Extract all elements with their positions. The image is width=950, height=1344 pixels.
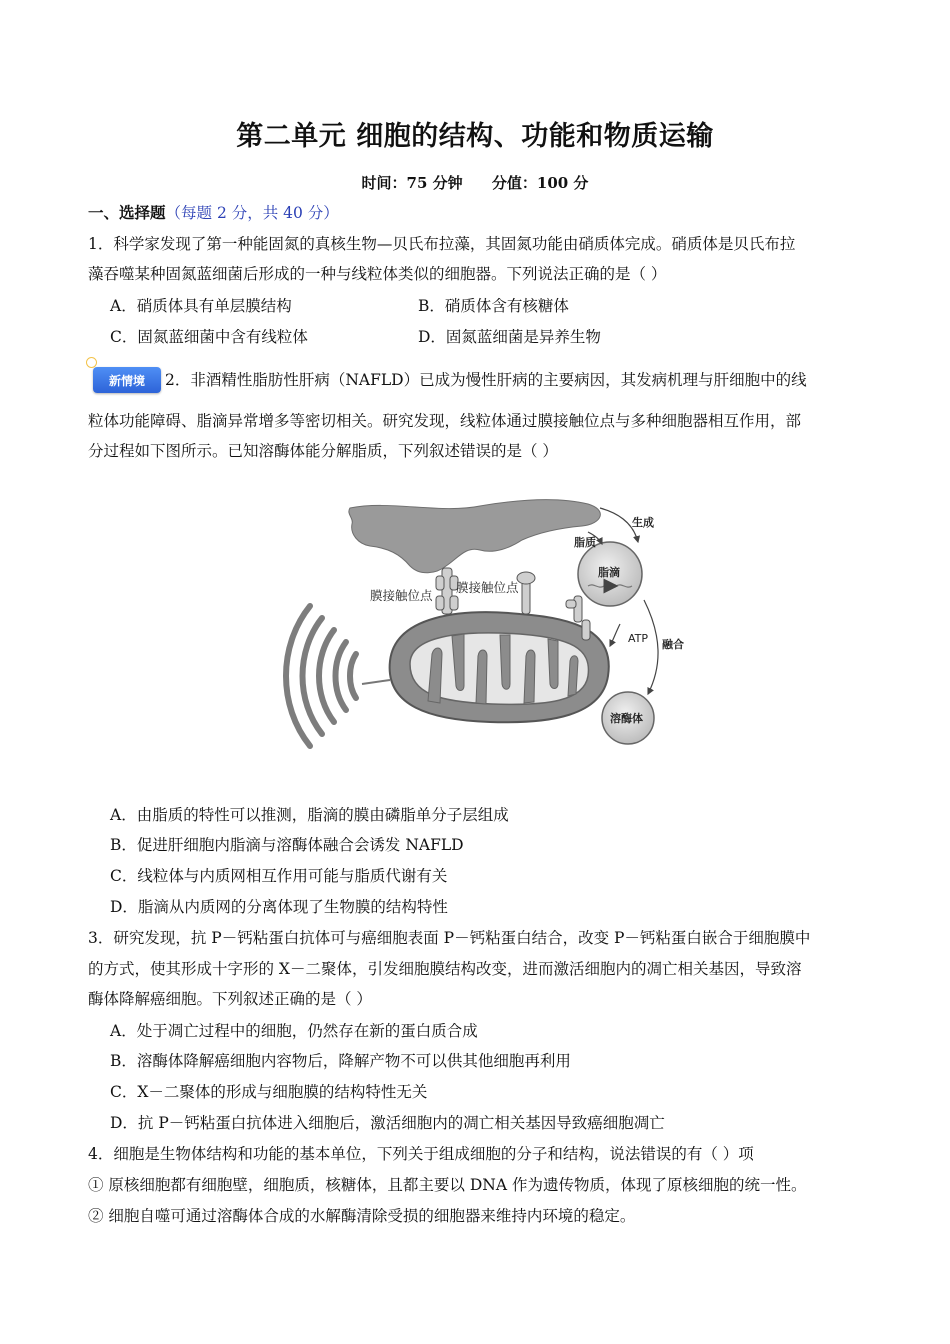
section-label: 一、选择题 bbox=[88, 203, 166, 222]
label-lipid: 脂质 bbox=[574, 536, 596, 549]
section-note: （每题 2 分，共 40 分） bbox=[165, 204, 339, 222]
exam-score: 分值：100 分 bbox=[491, 174, 589, 192]
label-contact-site-2: 膜接触位点 bbox=[456, 580, 519, 595]
q3-stem-line1: 3．研究发现，抗 P－钙粘蛋白抗体可与癌细胞表面 P－钙粘蛋白结合，改变 P－钙粘蛋白嵌合于细胞膜中 bbox=[88, 929, 811, 947]
q1-option-d: D．固氮蓝细菌是异养生物 bbox=[418, 328, 601, 346]
exam-time: 时间：75 分钟 bbox=[361, 174, 463, 192]
label-atp: ATP bbox=[628, 632, 649, 645]
q2-stem-line1: 2．非酒精性脂肪性肝病（NAFLD）已成为慢性肝病的主要病因，其发病机理与肝细胞中的线 bbox=[165, 371, 807, 389]
q1-option-a: A．硝质体具有单层膜结构 bbox=[110, 297, 292, 315]
section-heading bbox=[88, 203, 339, 223]
endoplasmic-reticulum-shape bbox=[349, 500, 600, 573]
q2-option-a: A．由脂质的特性可以推测，脂滴的膜由磷脂单分子层组成 bbox=[110, 806, 509, 824]
q2-option-b: B．促进肝细胞内脂滴与溶酶体融合会诱发 NAFLD bbox=[110, 836, 464, 854]
q3-stem-line3: 酶体降解癌细胞。下列叙述正确的是（ ） bbox=[88, 990, 372, 1008]
organelle-interaction-figure bbox=[270, 496, 690, 786]
q2-option-d: D．脂滴从内质网的分离体现了生物膜的结构特性 bbox=[110, 898, 448, 916]
label-fusion: 融合 bbox=[662, 638, 684, 651]
page-title: 第二单元 细胞的结构、功能和物质运输 bbox=[236, 121, 714, 152]
q1-option-c: C．固氮蓝细菌中含有线粒体 bbox=[110, 328, 308, 346]
arrow-fusion bbox=[644, 600, 658, 694]
q3-stem-line2: 的方式，使其形成十字形的 X－二聚体，引发细胞膜结构改变，进而激活细胞内的凋亡相关基因，导致溶 bbox=[88, 960, 802, 978]
q4-stem-line1: 4．细胞是生物体结构和功能的基本单位，下列关于组成细胞的分子和结构，说法错误的有（ ）项 bbox=[88, 1145, 754, 1163]
golgi-apparatus-shape bbox=[286, 606, 356, 746]
label-generate: 生成 bbox=[632, 516, 654, 529]
q1-stem-line2: 藻吞噬某种固氮蓝细菌后形成的一种与线粒体类似的细胞器。下列说法正确的是（ ） bbox=[88, 265, 667, 283]
q3-option-a: A．处于凋亡过程中的细胞，仍然存在新的蛋白质合成 bbox=[110, 1022, 478, 1040]
q3-option-b: B．溶酶体降解癌细胞内容物后，降解产物不可以供其他细胞再利用 bbox=[110, 1052, 571, 1070]
q3-option-c: C．X－二聚体的形成与细胞膜的结构特性无关 bbox=[110, 1083, 428, 1101]
label-lipid-droplet: 脂滴 bbox=[598, 566, 620, 579]
q4-item-2: ② 细胞自噬可通过溶酶体合成的水解酶清除受损的细胞器来维持内环境的稳定。 bbox=[88, 1207, 636, 1225]
q2-option-c: C．线粒体与内质网相互作用可能与脂质代谢有关 bbox=[110, 867, 448, 885]
label-contact-site-1: 膜接触位点 bbox=[370, 588, 433, 603]
exam-meta bbox=[0, 172, 950, 193]
q4-item-1: ① 原核细胞都有细胞壁，细胞质，核糖体，且都主要以 DNA 作为遗传物质，体现了原核细胞的统一性。 bbox=[88, 1176, 807, 1194]
q2-stem-line3: 分过程如下图所示。已知溶酶体能分解脂质，下列叙述错误的是（ ） bbox=[88, 442, 558, 460]
mitochondrion-shape bbox=[390, 612, 609, 722]
arrow-atp bbox=[610, 624, 620, 646]
q2-stem-line2: 粒体功能障碍、脂滴异常增多等密切相关。研究发现，线粒体通过膜接触位点与多种细胞器相互作用，部 bbox=[88, 412, 802, 430]
q1-stem-line1: 1．科学家发现了第一种能固氮的真核生物—贝氏布拉藻，其固氮功能由硝质体完成。硝质体是贝氏布拉 bbox=[88, 235, 796, 253]
label-lysosome: 溶酶体 bbox=[610, 712, 643, 725]
new-context-badge: 新情境 bbox=[93, 367, 161, 393]
q3-option-d: D．抗 P－钙粘蛋白抗体进入细胞后，激活细胞内的凋亡相关基因导致癌细胞凋亡 bbox=[110, 1114, 665, 1132]
q1-option-b: B．硝质体含有核糖体 bbox=[418, 297, 569, 315]
golgi-tether-line bbox=[362, 680, 390, 684]
